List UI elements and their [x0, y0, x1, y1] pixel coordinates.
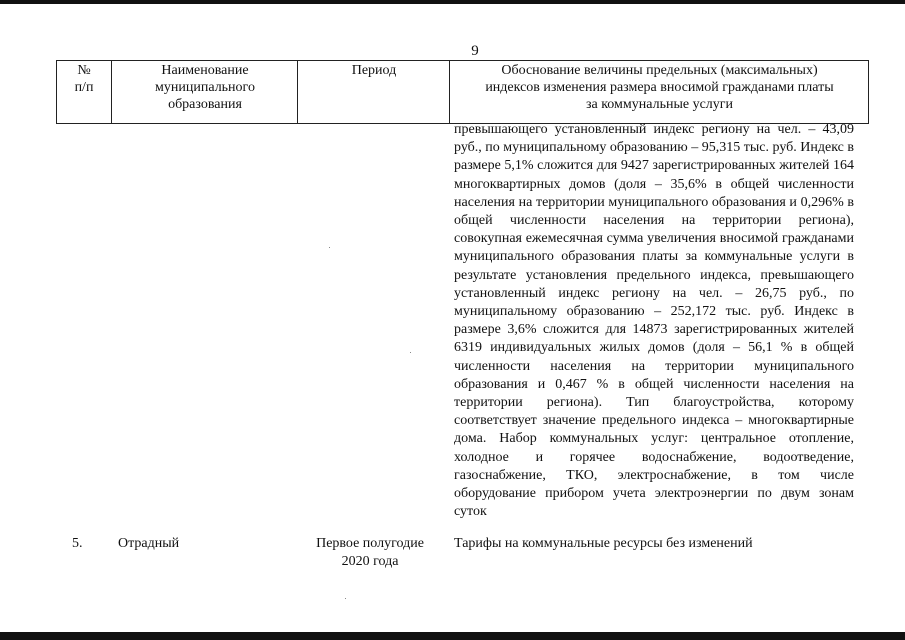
header-col-period: Период	[351, 63, 397, 78]
basis-paragraph: превышающего установленный индекс региону на чел. – 43,09 руб., по муниципальному образованию – 95,315 тыс. руб. Индекс в размере 5,1% сложится для 9427 зарегистрированных жителей 164 многоквартирных домов (доля – 35,6% в общей численности населения на территории муниципального образования и 0,296% в общей численности населения на территории региона), совокупная ежемесячная сумма увеличения вносимой гражданами муниципального образования платы за коммунальные услуги в результате установления предельного индекса, превышающего установленный индекс региону на чел. – 26,75 руб., по муниципальному образованию – 252,172 тыс. руб. Индекс в размере 3,6% сложится для 14873 зарегистрированных жителей 6319 индивидуальных жилых домов (доля – 56,1 % в общей численности населения на территории муниципального образования и 0,467 % в общей численности населения на территории региона). Тип благоустройства, которому соответствует значение предельного индекса – многоквартирные дома. Набор коммунальных услуг: центральное отопление, холодное и горячее водоснабжение, водоотведение, газоснабжение, ТКО, электроснабжение, в том числе оборудование прибором учета электроэнергии по двум зонам суток	[454, 122, 854, 520]
header-col-name: Наименование муниципального образования	[155, 63, 255, 112]
header-col-number: № п/п	[74, 63, 94, 95]
scan-speck	[345, 598, 346, 599]
table-header	[56, 60, 869, 124]
scan-speck	[410, 352, 411, 353]
page-number: 9	[471, 43, 479, 59]
top-border	[0, 0, 905, 4]
header-col-basis: Обоснование величины предельных (максимальных) индексов изменения размера вносимой гражданами платы за коммунальные услуги	[485, 63, 834, 112]
row-basis: Тарифы на коммунальные ресурсы без изменений	[454, 536, 753, 551]
basis-continuation	[454, 121, 854, 521]
scan-speck	[329, 247, 330, 248]
row-number: 5.	[72, 536, 83, 551]
bottom-border	[0, 632, 905, 640]
row-period: Первое полугодие 2020 года	[316, 536, 424, 569]
row-municipality-name: Отрадный	[118, 536, 180, 551]
